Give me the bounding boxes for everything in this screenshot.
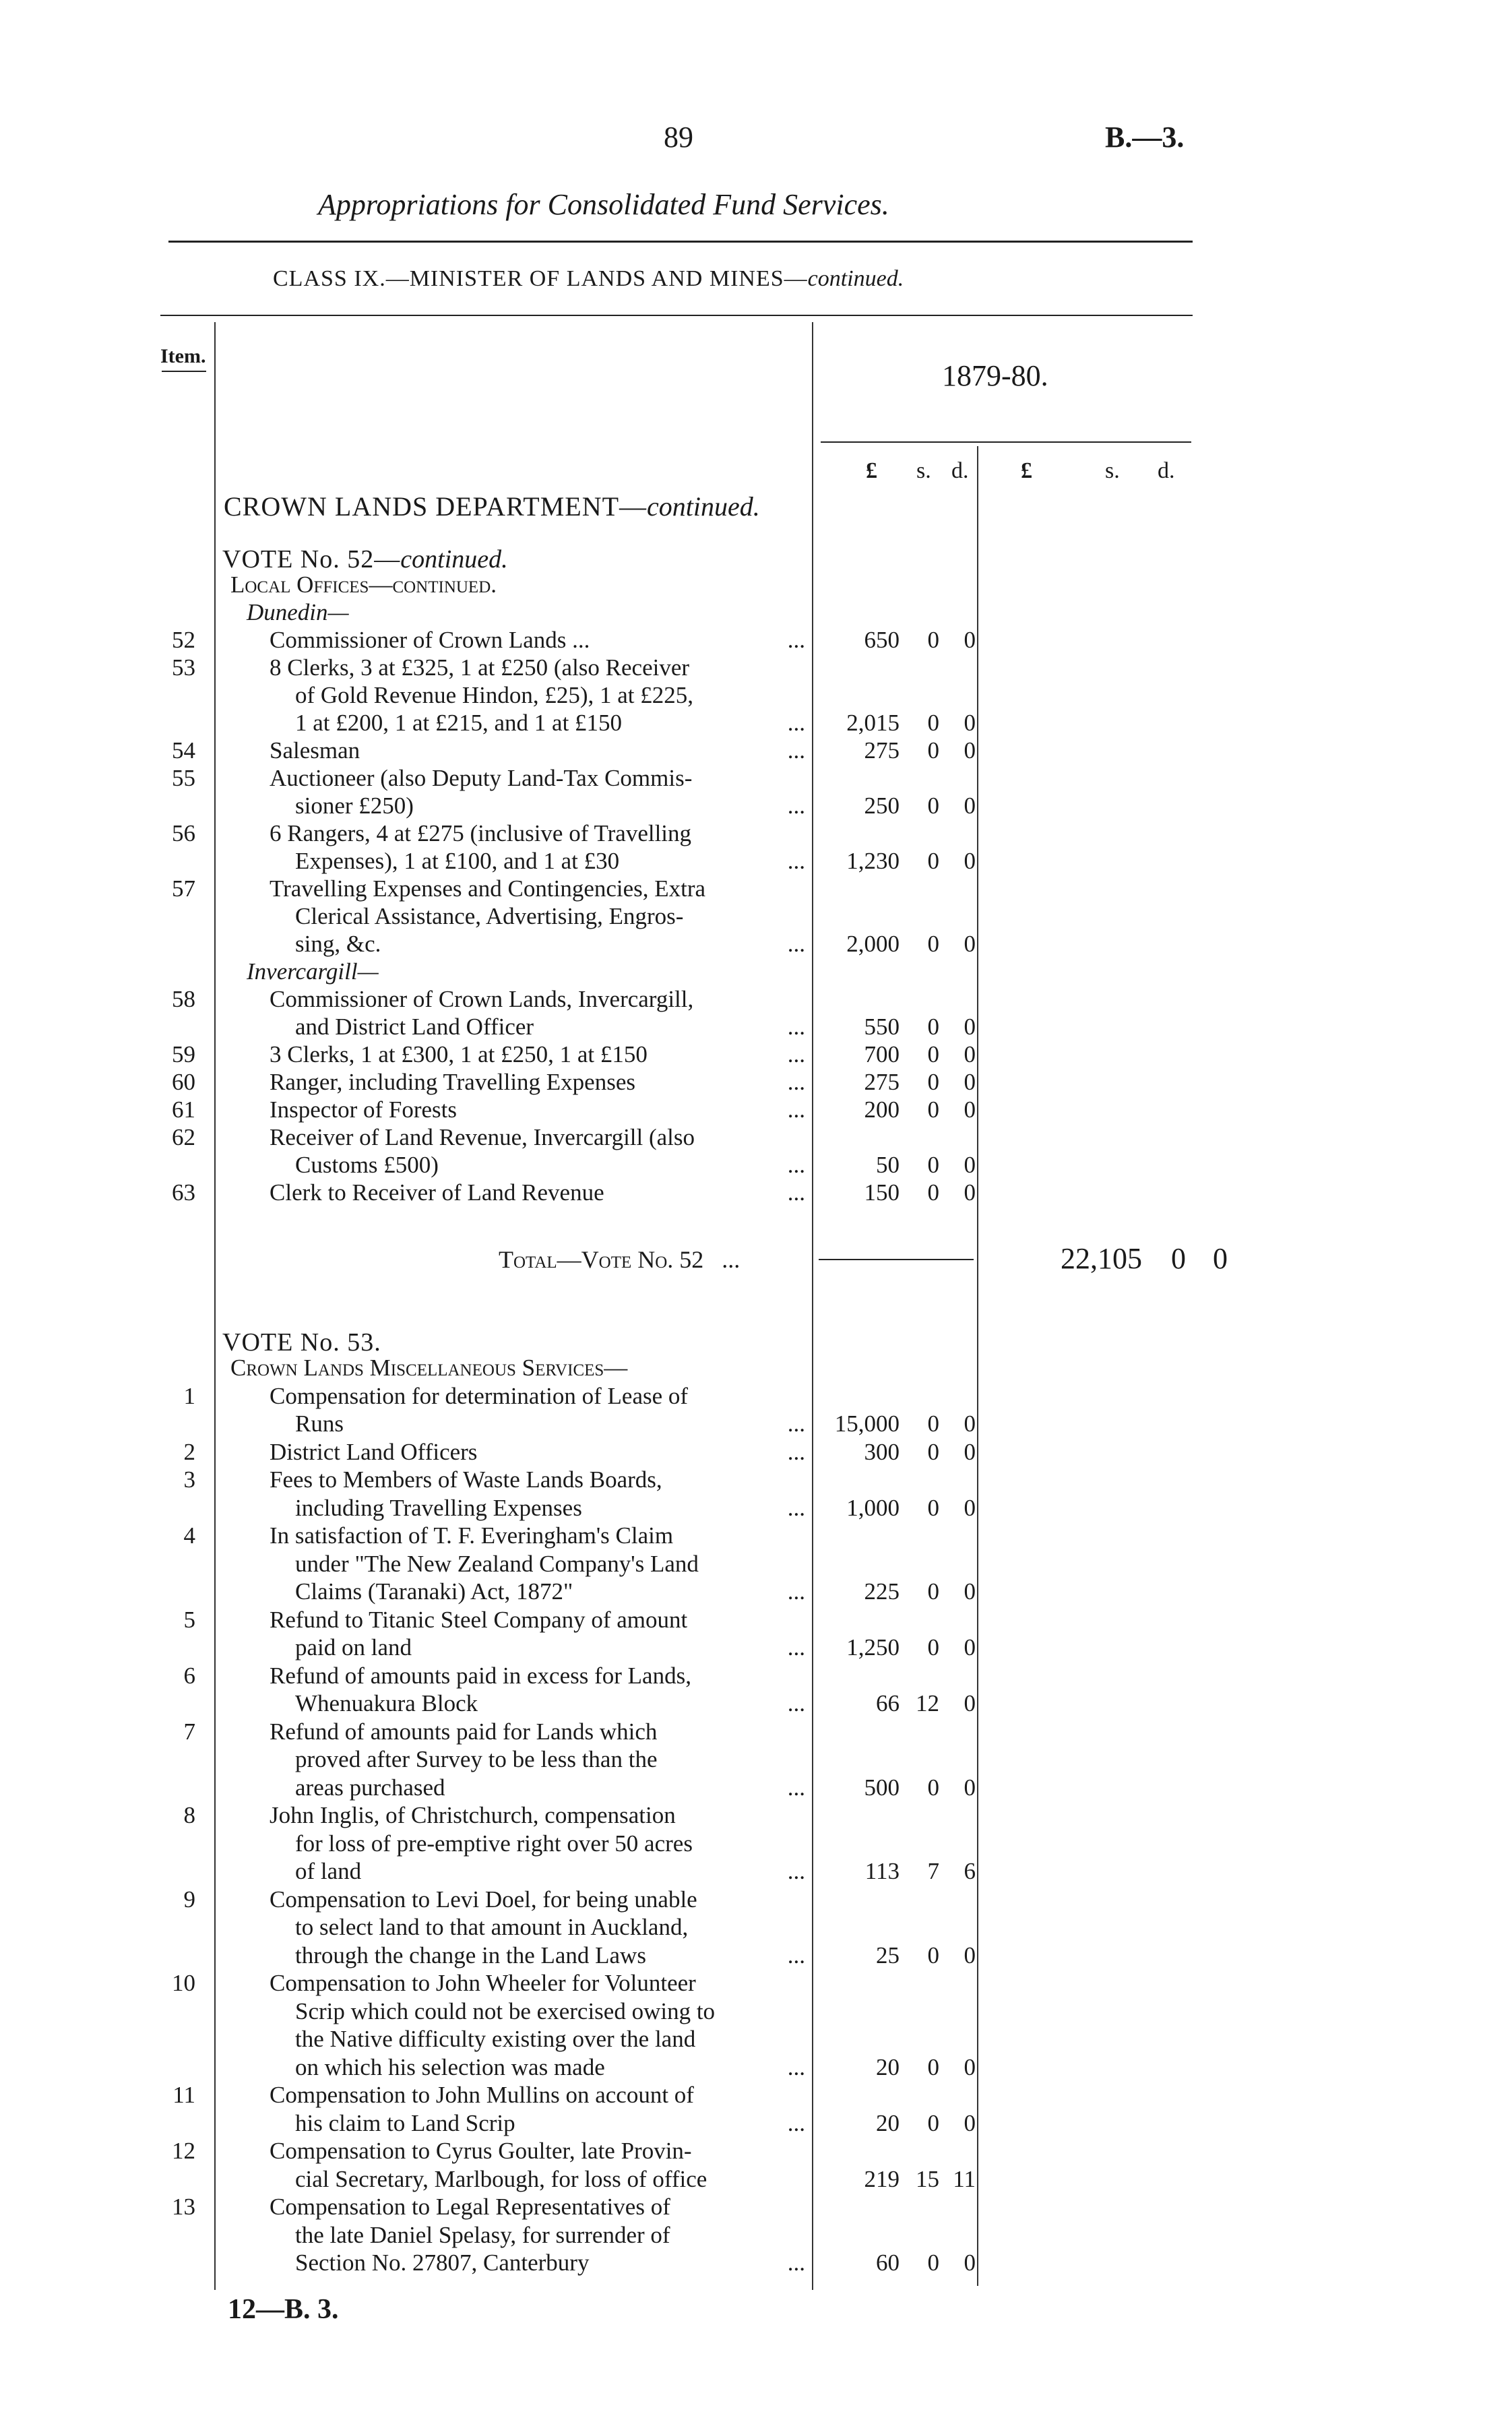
item-description: proved after Survey to be less than the [295,1746,658,1772]
item-description: cial Secretary, Marlbough, for loss of office [295,2165,707,2192]
leader-dots: ... [787,2109,805,2136]
amount-shillings: 0 [927,1438,939,1465]
table-row [0,1495,1512,1522]
table-row [0,1069,1512,1096]
amount-pounds: 60 [876,2250,900,2276]
amount-pence: 0 [964,848,976,874]
amount-pence: 0 [964,2053,976,2080]
table-row [0,2054,1512,2081]
amount-shillings: 0 [927,1152,939,1178]
item-number: 6 [183,1662,195,1689]
amount-pounds: 1,250 [846,1634,900,1661]
amount-pence: 0 [964,1578,976,1605]
amount-shillings: 0 [927,1014,939,1040]
amount-pence: 0 [964,1690,976,1716]
amount-pounds: 700 [864,1041,900,1067]
pounds-header-1: £ [866,458,877,483]
item-number: 63 [172,1179,195,1206]
table-row [0,765,1512,792]
amount-shillings: 0 [927,1774,939,1801]
table-row [0,931,1512,958]
item-description: Crown Lands Miscellaneous Services— [230,1355,628,1381]
amount-shillings: 0 [927,710,939,736]
amount-shillings: 0 [927,1096,939,1123]
amount-pence: 0 [964,1634,976,1661]
item-description: Ranger, including Travelling Expenses [270,1069,635,1095]
department-title-main: CROWN LANDS DEPARTMENT— [224,491,648,522]
item-description: of Gold Revenue Hindon, £25), 1 at £225, [295,682,694,708]
leader-dots: ... [787,1774,805,1801]
table-row [0,2250,1512,2276]
amount-shillings: 0 [927,793,939,819]
leader-dots: ... [787,931,805,957]
amount-pence: 0 [964,1774,976,1801]
table-row [0,903,1512,930]
amount-pounds: 20 [876,2053,900,2080]
item-description: Refund to Titanic Steel Company of amount [270,1606,688,1633]
item-number: 10 [172,1970,195,1996]
item-description: District Land Officers [270,1438,478,1465]
vote-52-title-suffix: continued. [400,545,508,573]
amount-pounds: 50 [876,1152,900,1178]
item-description: of land [295,1858,362,1884]
item-description: Inspector of Forests [270,1096,458,1123]
table-row [0,1014,1512,1041]
item-description: the late Daniel Spelasy, for surrender of [295,2221,670,2248]
item-description: Section No. 27807, Canterbury [295,2250,590,2276]
amount-shillings: 0 [927,931,939,957]
amount-shillings: 0 [927,2109,939,2136]
amount-pounds: 1,000 [846,1494,900,1521]
pounds-header-2: £ [1021,458,1032,483]
item-description: including Travelling Expenses [295,1494,582,1521]
amount-shillings: 0 [927,1494,939,1521]
amount-shillings: 0 [927,2053,939,2080]
leader-dots: ... [787,710,805,736]
table-row [0,1802,1512,1829]
amount-pounds: 15,000 [834,1410,900,1437]
table-row [0,654,1512,681]
table-row [0,1439,1512,1466]
leader-dots: ... [787,1014,805,1040]
amount-pounds: 650 [864,627,900,653]
table-row [0,1942,1512,1969]
table-row [0,2138,1512,2165]
item-number: 57 [172,875,195,902]
amount-shillings: 0 [927,737,939,764]
page-title: Appropriations for Consolidated Fund Services. [318,188,889,221]
item-description: Compensation to John Wheeler for Volunteer [270,1970,696,1996]
amount-pounds: 25 [876,1942,900,1968]
item-column-header: Item. [160,345,206,367]
item-description: to select land to that amount in Auckland, [295,1914,689,1940]
leader-dots: ... [787,737,805,764]
item-number: 59 [172,1041,195,1067]
table-row [0,2166,1512,2193]
table-row [0,737,1512,764]
item-description: Whenuakura Block [295,1690,478,1716]
item-description: 1 at £200, 1 at £215, and 1 at £150 [295,710,623,736]
table-row [0,1774,1512,1801]
year-header: 1879-80. [942,359,1048,392]
table-row [0,1124,1512,1151]
leader-dots: ... [787,1578,805,1605]
item-description: areas purchased [295,1774,445,1801]
leader-dots: ... [787,1096,805,1123]
leader-dots: ... [787,1069,805,1095]
class-title-main: CLASS IX.—MINISTER OF LANDS AND MINES— [273,266,808,291]
table-row [0,848,1512,875]
item-description: Clerical Assistance, Advertising, Engros- [295,903,684,929]
leader-dots: ... [787,1494,805,1521]
table-row [0,1634,1512,1661]
leader-dots: ... [787,1942,805,1968]
document-reference: B.—3. [1105,121,1185,154]
item-description: Clerk to Receiver of Land Revenue [270,1179,604,1206]
table-row [0,1383,1512,1410]
amount-shillings: 0 [927,2250,939,2276]
amount-pounds: 2,000 [846,931,900,957]
amount-pence: 0 [964,1410,976,1437]
amount-pence: 0 [964,2109,976,2136]
amount-shillings: 15 [916,2165,939,2192]
item-description: paid on land [295,1634,412,1661]
table-row [0,1466,1512,1493]
leader-dots: ... [787,848,805,874]
year-rule [821,441,1191,443]
class-title [273,266,904,292]
amount-shillings: 0 [927,1041,939,1067]
amount-shillings: 0 [927,627,939,653]
item-description: Compensation to Levi Doel, for being unable [270,1886,697,1913]
leader-dots: ... [787,1690,805,1716]
amount-pounds: 550 [864,1014,900,1040]
amount-pounds: 500 [864,1774,900,1801]
item-number: 52 [172,627,195,653]
leader-dots: ... [787,1410,805,1437]
department-title-suffix: continued. [647,491,760,522]
vote-52-total-shillings: 0 [1171,1242,1186,1275]
amount-pence: 0 [964,1014,976,1040]
amount-pence: 0 [964,1041,976,1067]
amount-shillings: 0 [927,1410,939,1437]
item-description: Dunedin— [247,599,349,625]
leader-dots: ... [787,1152,805,1178]
table-row [0,1522,1512,1549]
item-description: In satisfaction of T. F. Everingham's Claim [270,1522,674,1549]
item-description: Commissioner of Crown Lands, Invercargill, [270,986,694,1012]
amount-pence: 0 [964,1069,976,1095]
table-row [0,2026,1512,2053]
item-description: Runs [295,1410,344,1437]
item-number: 12 [172,2138,195,2164]
amount-shillings: 0 [927,1069,939,1095]
amount-pounds: 1,230 [846,848,900,874]
amount-pence: 0 [964,710,976,736]
item-description: John Inglis, of Christchurch, compensation [270,1802,676,1828]
amount-pence: 0 [964,793,976,819]
amount-shillings: 0 [927,1634,939,1661]
vote-53-title: VOTE No. 53. [222,1328,381,1357]
table-row [0,710,1512,737]
amount-pence: 0 [964,1096,976,1123]
table-row [0,1578,1512,1605]
amount-pounds: 225 [864,1578,900,1605]
amount-shillings: 0 [927,1578,939,1605]
table-row [0,1355,1512,1382]
table-row [0,1718,1512,1745]
amount-pence: 0 [964,2250,976,2276]
item-description: Claims (Taranaki) Act, 1872" [295,1578,573,1605]
item-description: Scrip which could not be exercised owing to [295,1997,716,2024]
item-description: Compensation to John Mullins on account of [270,2082,694,2108]
table-row [0,1410,1512,1437]
amount-pence: 0 [964,1152,976,1178]
item-number: 2 [183,1438,195,1465]
item-description: and District Land Officer [295,1014,534,1040]
item-description: Commissioner of Crown Lands ... [270,627,590,653]
item-number: 8 [183,1802,195,1828]
item-description: Compensation to Cyrus Goulter, late Provin- [270,2138,692,2164]
amount-pounds: 2,015 [846,710,900,736]
item-description: Fees to Members of Waste Lands Boards, [270,1466,662,1493]
item-number: 9 [183,1886,195,1913]
table-row [0,1096,1512,1123]
table-row [0,820,1512,847]
pence-header-1: d. [951,458,969,483]
shillings-header-2: s. [1105,458,1120,483]
item-description: 3 Clerks, 1 at £300, 1 at £250, 1 at £150 [270,1041,648,1067]
amount-pounds: 275 [864,737,900,764]
item-description: Refund of amounts paid for Lands which [270,1718,658,1745]
amount-shillings: 12 [916,1690,939,1716]
title-rule [168,241,1193,243]
item-number: 54 [172,737,195,764]
item-description: Compensation to Legal Representatives of [270,2194,670,2220]
table-row [0,682,1512,709]
table-row [0,1152,1512,1179]
class-title-suffix: continued. [807,266,904,291]
class-rule [160,315,1193,316]
item-description: his claim to Land Scrip [295,2109,515,2136]
item-number: 55 [172,765,195,791]
amount-shillings: 0 [927,848,939,874]
vote-52-total-pence: 0 [1213,1242,1228,1275]
item-description: Expenses), 1 at £100, and 1 at £30 [295,848,620,874]
table-row [0,627,1512,654]
amount-pounds: 113 [864,1858,900,1884]
item-description: through the change in the Land Laws [295,1942,646,1968]
item-number: 62 [172,1124,195,1150]
amount-pounds: 275 [864,1069,900,1095]
amount-pence: 11 [953,2165,976,2192]
item-description: sing, &c. [295,931,381,957]
table-row [0,793,1512,819]
item-header-underline [162,371,206,372]
amount-pence: 0 [964,1942,976,1968]
table-row [0,2222,1512,2249]
amount-pounds: 66 [876,1690,900,1716]
item-description: Customs £500) [295,1152,439,1178]
table-row [0,2110,1512,2137]
amount-pounds: 200 [864,1096,900,1123]
amount-pence: 0 [964,1494,976,1521]
amount-pence: 0 [964,737,976,764]
table-row [0,986,1512,1013]
item-number: 61 [172,1096,195,1123]
leader-dots: ... [787,1041,805,1067]
amount-shillings: 7 [927,1858,939,1884]
total-label: Total—Vote No. 52 [499,1246,704,1273]
total-dots: ... [722,1246,741,1273]
table-row [0,1041,1512,1068]
vote-52-total-label [499,1245,740,1274]
item-description: sioner £250) [295,793,414,819]
item-description: the Native difficulty existing over the land [295,2026,696,2052]
item-description: Salesman [270,737,360,764]
item-number: 4 [183,1522,195,1549]
table-row [0,958,1512,985]
total-rule [819,1259,974,1260]
item-description: Refund of amounts paid in excess for Lands, [270,1662,691,1689]
amount-pence: 0 [964,627,976,653]
item-number: 13 [172,2194,195,2220]
item-description: Compensation for determination of Lease of [270,1382,689,1409]
amount-pence: 0 [964,931,976,957]
leader-dots: ... [787,1858,805,1884]
table-row [0,1830,1512,1857]
vote-52-total-pounds: 22,105 [1061,1242,1142,1275]
vote-52-title-main: VOTE No. 52— [222,545,401,573]
table-row [0,2082,1512,2109]
table-row [0,1886,1512,1913]
item-number: 58 [172,986,195,1012]
item-description: 8 Clerks, 3 at £325, 1 at £250 (also Receiver [270,654,690,681]
leader-dots: ... [787,1438,805,1465]
item-description: 6 Rangers, 4 at £275 (inclusive of Travelling [270,820,692,846]
item-description: Invercargill— [247,958,379,985]
amount-pounds: 219 [864,2165,900,2192]
item-number: 5 [183,1606,195,1633]
item-number: 56 [172,820,195,846]
table-row [0,1663,1512,1689]
item-description: for loss of pre-emptive right over 50 acres [295,1830,693,1857]
item-description: Receiver of Land Revenue, Invercargill (also [270,1124,695,1150]
leader-dots: ... [787,2053,805,2080]
amount-shillings: 0 [927,1179,939,1206]
item-number: 7 [183,1718,195,1745]
amount-pence: 0 [964,1179,976,1206]
amount-pounds: 20 [876,2109,900,2136]
leader-dots: ... [787,1634,805,1661]
item-description: Travelling Expenses and Contingencies, Extra [270,875,706,902]
table-row [0,1179,1512,1206]
leader-dots: ... [787,2250,805,2276]
shillings-header-1: s. [916,458,931,483]
leader-dots: ... [787,627,805,653]
page-number: 89 [664,121,693,154]
item-number: 60 [172,1069,195,1095]
table-row [0,1690,1512,1717]
amount-pounds: 250 [864,793,900,819]
pence-header-2: d. [1158,458,1175,483]
table-row [0,1607,1512,1634]
amount-pounds: 300 [864,1438,900,1465]
table-row [0,1858,1512,1885]
item-description: Local Offices—continued. [230,571,497,598]
table-row [0,2194,1512,2221]
item-description: under "The New Zealand Company's Land [295,1550,699,1577]
item-description: Auctioneer (also Deputy Land-Tax Commis- [270,765,693,791]
table-row [0,1970,1512,1997]
table-row [0,1746,1512,1773]
item-number: 11 [172,2082,195,2108]
leader-dots: ... [787,1179,805,1206]
table-row [0,875,1512,902]
leader-dots: ... [787,793,805,819]
table-row [0,1914,1512,1941]
table-row [0,599,1512,626]
department-title [224,491,760,522]
page-signature: 12—B. 3. [228,2294,339,2325]
amount-pounds: 150 [864,1179,900,1206]
item-number: 1 [183,1382,195,1409]
table-row [0,1551,1512,1578]
item-description: on which his selection was made [295,2053,605,2080]
table-row [0,571,1512,598]
amount-pence: 0 [964,1438,976,1465]
vote-52-title [222,545,508,574]
amount-pence: 6 [964,1858,976,1884]
amount-shillings: 0 [927,1942,939,1968]
item-number: 53 [172,654,195,681]
table-row [0,1998,1512,2025]
item-number: 3 [183,1466,195,1493]
